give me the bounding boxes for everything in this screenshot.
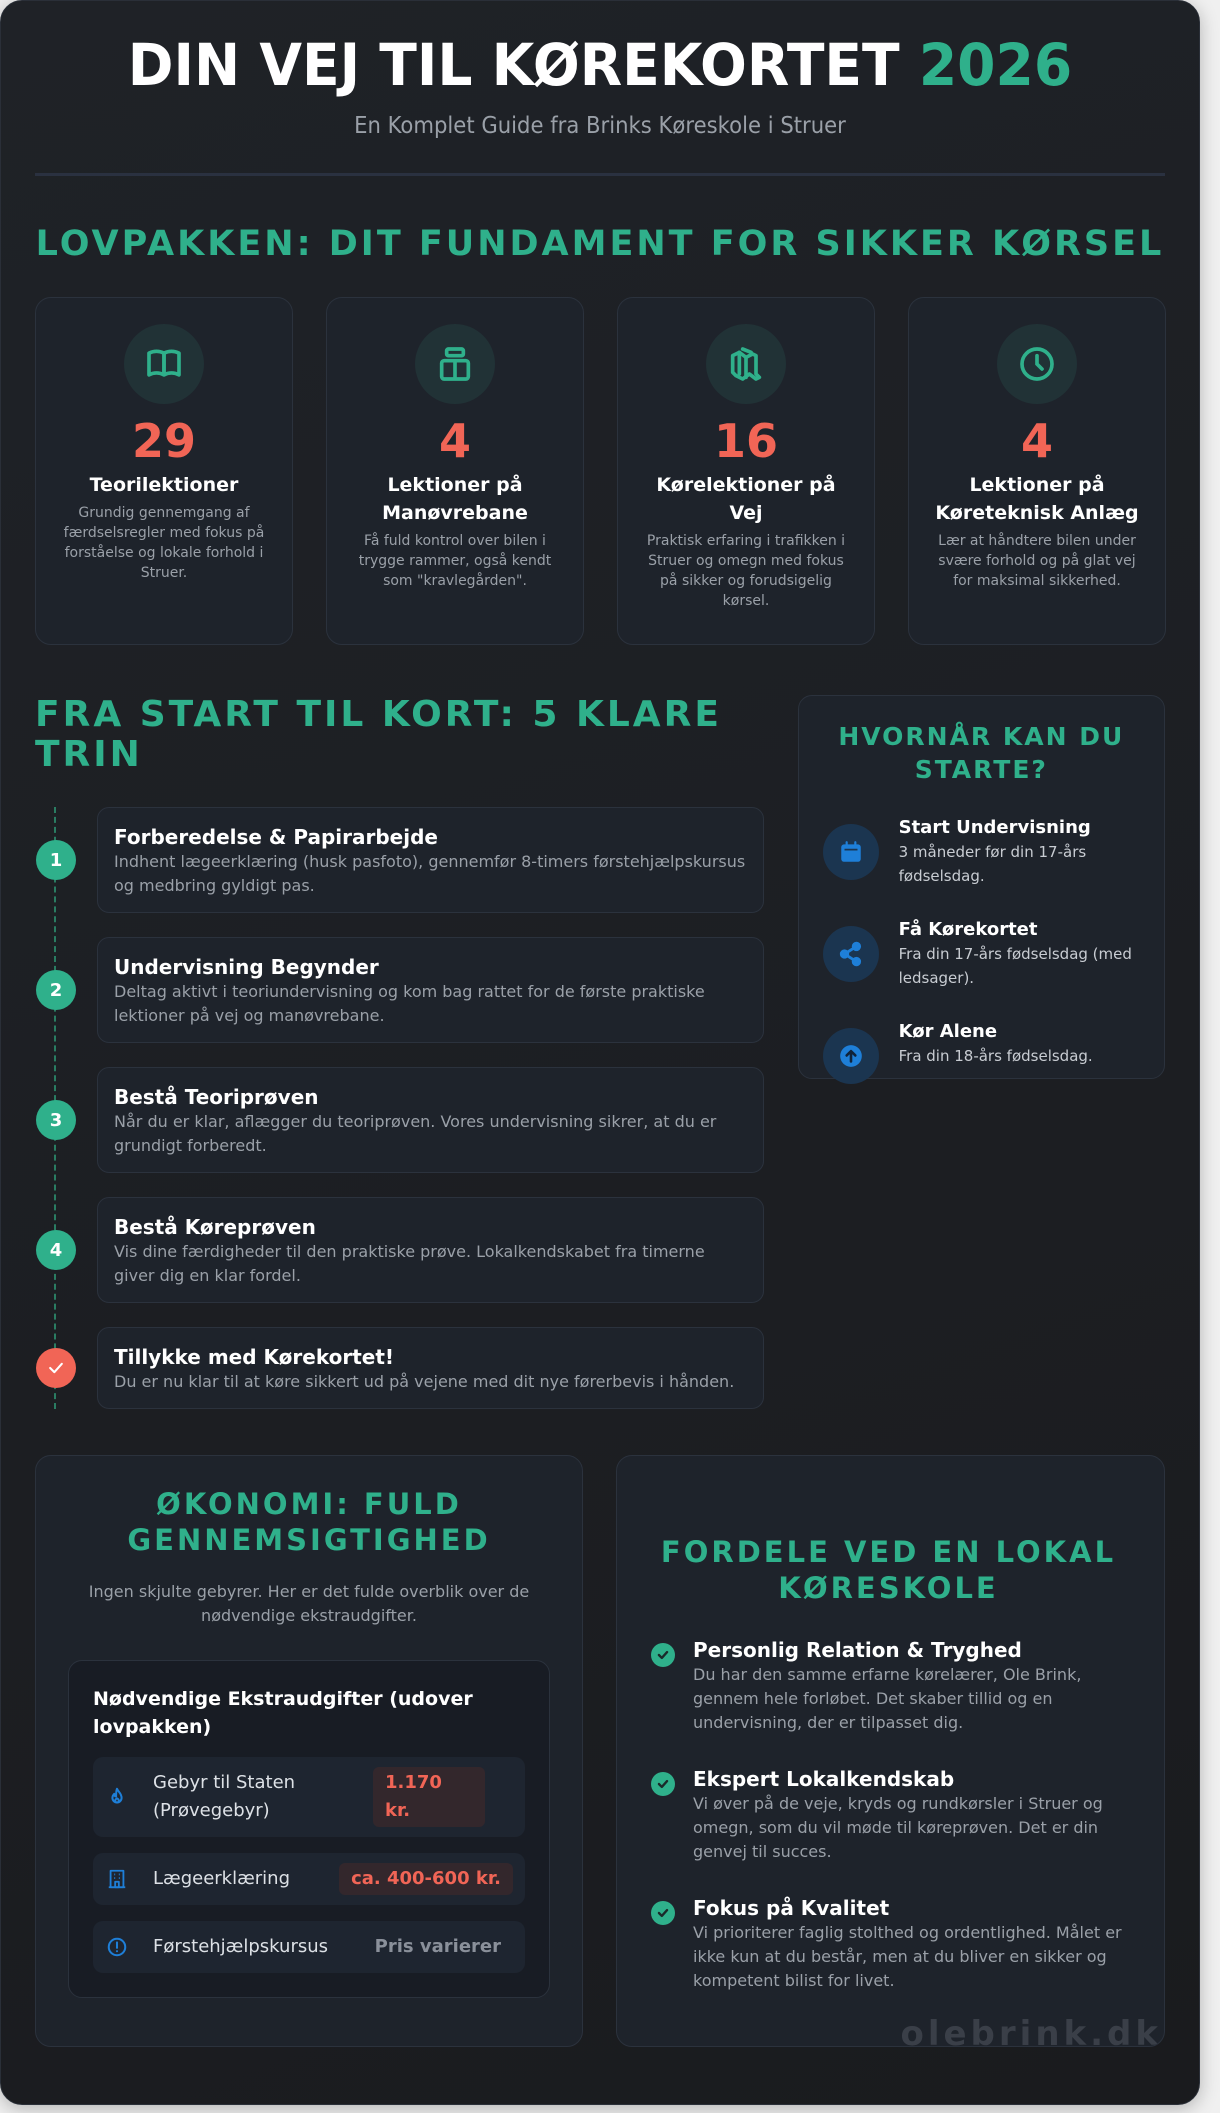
benefit-item	[651, 1896, 1126, 1993]
benefit-label: Fokus på Kvalitet	[693, 1896, 890, 1920]
building-icon	[105, 1868, 129, 1890]
step-badge: 3	[36, 1100, 76, 1140]
stat-number: 16	[713, 414, 778, 468]
benefits-title: FORDELE VED EN LOKAL KØRESKOLE	[660, 1535, 1117, 1605]
when-desc: Fra din 18-års fødselsdag.	[898, 1047, 1093, 1065]
fee-price: ca. 400-600 kr.	[339, 1863, 513, 1895]
alert-circle-icon	[105, 1936, 129, 1958]
title-year: 2026	[918, 31, 1073, 99]
when-title: HVORNÅR KAN DU STARTE?	[838, 722, 1125, 784]
steps-and-when	[35, 695, 1165, 1409]
step-desc: Indhent lægeerklæring (husk pasfoto), gennemfør 8-timers førstehjælpskursus og medbring gyldigt pas.	[114, 852, 746, 895]
stat-label: Teorilektioner	[89, 473, 239, 496]
stat-number: 4	[438, 414, 471, 468]
step-title: Tillykke med Kørekortet!	[114, 1345, 395, 1369]
fees-box	[68, 1660, 550, 1998]
benefits-card	[616, 1455, 1165, 2047]
step-card	[49, 1197, 764, 1303]
economy-card	[35, 1455, 583, 2047]
timeline	[35, 807, 764, 1409]
stat-desc: Praktisk erfaring i trafikken i Struer og omegn med fokus på sikker og forudsigelig kørsel.	[646, 532, 846, 609]
benefit-desc: Vi prioriterer faglig stolthed og ordentlighed. Målet er ikke kun at du består, men at du bliver en sikker og kompetent bilist for livet.	[693, 1923, 1122, 1990]
stat-label: Kørelektioner på Vej	[656, 473, 836, 524]
page-title: DIN VEJ TIL KØREKORTET 2026	[127, 31, 1073, 99]
step-badge: 1	[36, 840, 76, 880]
step-desc: Du er nu klar til at køre sikkert ud på vejene med dit nye førerbevis i hånden.	[114, 1372, 735, 1391]
stat-card-manoeuvre	[326, 297, 584, 645]
fee-row	[93, 1757, 525, 1837]
when-item	[823, 1020, 1140, 1084]
step-card	[49, 1067, 764, 1173]
step-badge: 2	[36, 970, 76, 1010]
step-card	[49, 807, 764, 913]
stat-card-road	[617, 297, 875, 645]
when-item	[823, 918, 1140, 990]
economy-title: ØKONOMI: FULD GENNEMSIGTIGHED	[127, 1487, 491, 1557]
stat-card-theory	[35, 297, 293, 645]
benefit-item	[651, 1638, 1126, 1735]
bottom-section	[35, 1455, 1165, 2047]
fee-label: Lægeerklæring	[153, 1868, 291, 1889]
fee-label: Førstehjælpskursus	[153, 1936, 329, 1957]
arrow-up-circle-icon	[823, 1028, 879, 1084]
stat-desc: Få fuld kontrol over bilen i trygge rammer, også kendt som "kravlegården".	[358, 532, 552, 589]
step-title: Forberedelse & Papirarbejde	[114, 825, 438, 849]
when-desc: Fra din 17-års fødselsdag (med ledsager).	[898, 945, 1132, 987]
calendar-icon	[823, 824, 879, 880]
stat-desc: Lær at håndtere bilen under svære forhold og på glat vej for maksimal sikkerhed.	[938, 532, 1136, 589]
share-icon	[823, 926, 879, 982]
step-desc: Når du er klar, aflægger du teoriprøven. Vores undervisning sikrer, at du er grundigt forberedt.	[114, 1112, 717, 1155]
fees-title: Nødvendige Ekstraudgifter (udover lovpakken)	[93, 1688, 473, 1738]
step-title: Undervisning Begynder	[114, 955, 379, 979]
fee-row	[93, 1921, 525, 1973]
benefit-item	[651, 1767, 1126, 1864]
when-label: Få Kørekortet	[898, 919, 1038, 940]
check-circle-icon	[651, 1643, 675, 1667]
check-circle-icon	[651, 1901, 675, 1925]
stat-number: 29	[131, 414, 196, 468]
stat-label: Lektioner på Køreteknisk Anlæg	[935, 473, 1139, 524]
economy-intro: Ingen skjulte gebyrer. Her er det fulde overblik over de nødvendige ekstraudgifter.	[88, 1582, 530, 1625]
header	[1, 1, 1199, 139]
benefit-desc: Du har den samme erfarne kørelærer, Ole Brink, gennem hele forløbet. Det skaber tillid og en undervisning, der er tilpasset dig.	[693, 1665, 1082, 1732]
map-icon	[706, 324, 786, 404]
when-desc: 3 måneder før din 17-års fødselsdag.	[898, 843, 1087, 885]
steps-title: FRA START TIL KORT: 5 KLARE TRIN	[35, 694, 722, 775]
lovpakken-cards	[35, 297, 1165, 645]
clock-icon	[997, 324, 1077, 404]
layout-icon	[415, 324, 495, 404]
fee-row	[93, 1853, 525, 1905]
stat-desc: Grundig gennemgang af færdselsregler med fokus på forståelse og lokale forhold i Struer.	[63, 504, 265, 581]
page-subtitle: En Komplet Guide fra Brinks Køreskole i Struer	[354, 113, 846, 139]
step-badge: 4	[36, 1230, 76, 1270]
benefit-desc: Vi øver på de veje, kryds og rundkørsler i Struer og omegn, som du vil møde til køreprøven. Det er din genvej til succes.	[693, 1794, 1103, 1861]
stat-number: 4	[1020, 414, 1053, 468]
fee-price: Pris varierer	[374, 1936, 501, 1957]
fire-icon	[105, 1786, 129, 1808]
book-icon	[124, 324, 204, 404]
step-title: Bestå Teoriprøven	[114, 1085, 319, 1109]
step-title: Bestå Køreprøven	[114, 1215, 316, 1239]
stat-card-technical	[908, 297, 1166, 645]
benefit-label: Personlig Relation & Tryghed	[693, 1638, 1022, 1662]
when-item	[823, 816, 1140, 888]
fee-label: Gebyr til Staten (Prøvegebyr)	[153, 1772, 296, 1821]
watermark: olebrink.dk	[900, 2014, 1162, 2047]
stat-label: Lektioner på Manøvrebane	[382, 473, 528, 524]
when-to-start-box	[798, 695, 1165, 1079]
step-desc: Vis dine færdigheder til den praktiske prøve. Lokalkendskabet fra timerne giver dig en klar fordel.	[114, 1242, 705, 1285]
check-circle-icon	[651, 1772, 675, 1796]
step-card-final	[97, 1327, 764, 1409]
header-divider	[35, 173, 1165, 176]
when-label: Start Undervisning	[898, 817, 1091, 838]
when-label: Kør Alene	[898, 1021, 998, 1042]
steps-section	[35, 695, 764, 1409]
check-icon	[36, 1348, 76, 1388]
step-desc: Deltag aktivt i teoriundervisning og kom bag rattet for de første praktiske lektioner på vej og manøvrebane.	[114, 982, 705, 1025]
benefit-label: Ekspert Lokalkendskab	[693, 1767, 955, 1791]
lovpakken-title: LOVPAKKEN: DIT FUNDAMENT FOR SIKKER KØRSEL	[35, 224, 1165, 264]
step-card	[49, 937, 764, 1043]
fee-price: 1.170 kr.	[373, 1767, 485, 1827]
